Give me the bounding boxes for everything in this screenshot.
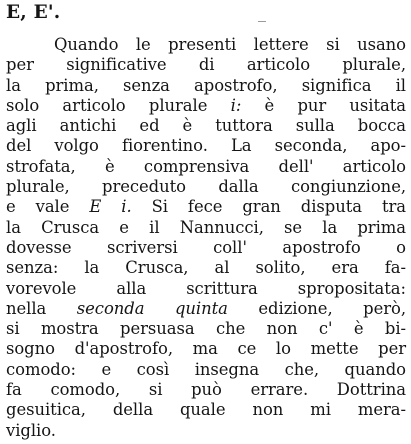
text-line: gesuitica, della quale non mi mera- (6, 400, 406, 420)
text-line: vorevole alla scrittura spropositata: (6, 278, 406, 298)
text-line: viglio. (6, 420, 56, 440)
italic-term: i: (230, 95, 242, 115)
text-line: sogno d'apostrofo, ma ce lo mette per (6, 339, 406, 359)
text-line: Quando le presenti lettere si usano (54, 35, 406, 54)
text-line: e vale E i. Si fece gran disputa tra (6, 197, 406, 217)
text-line: plurale, preceduto dalla congiunzione, (6, 177, 406, 197)
entry-heading: E, E'. (6, 2, 61, 23)
text-line: fa comodo, si può errare. Dottrina (6, 380, 406, 400)
text-line: senza: la Crusca, al solito, era fa- (6, 258, 406, 278)
text-line: la Crusca e il Nannucci, se la prima (6, 217, 406, 237)
text-line: dovesse scriversi coll' apostrofo o (6, 237, 406, 257)
italic-term: seconda quinta (76, 298, 228, 318)
dash-mark (258, 21, 266, 22)
text-line: solo articolo plurale i: è pur usitata (6, 95, 406, 115)
text-line: agli antichi ed è tuttora sulla bocca (6, 116, 406, 136)
text-line: si mostra persuasa che non c' è bi- (6, 319, 406, 339)
italic-term: E i. (89, 197, 132, 217)
text-line: del volgo fiorentino. La seconda, apo- (6, 136, 406, 156)
text-line: la prima, senza apostrofo, significa il (6, 75, 406, 95)
text-line: per significative di articolo plurale, (6, 55, 406, 75)
entry-body (6, 35, 406, 441)
text-line: comodo: e così insegna che, quando (6, 359, 406, 379)
text-line: nella seconda quinta edizione, però, (6, 298, 406, 318)
text-line: strofata, è comprensiva dell' articolo (6, 156, 406, 176)
